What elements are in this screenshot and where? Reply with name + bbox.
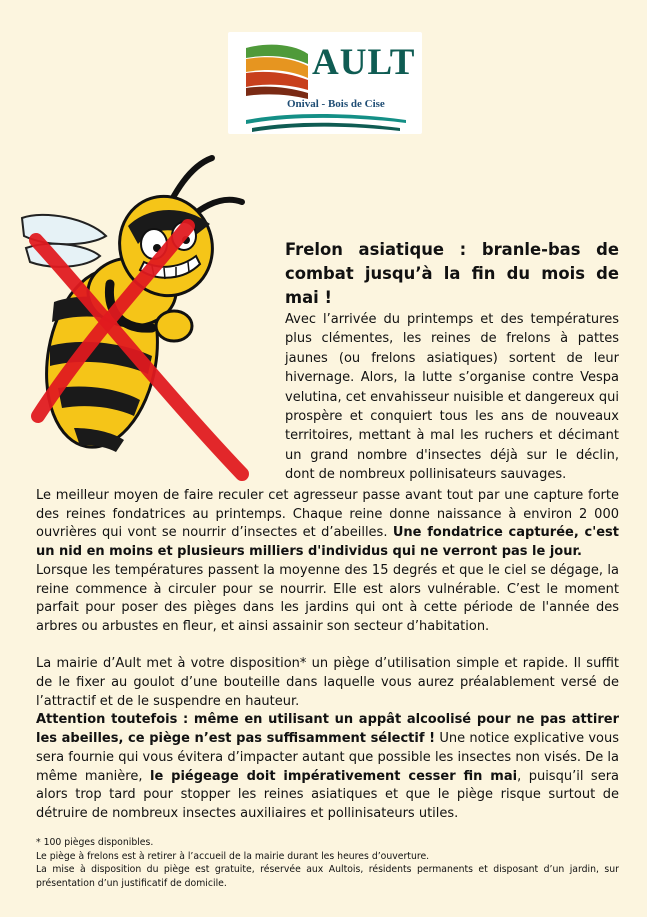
footnotes (36, 836, 619, 890)
paragraph-capture-emphasis: Une fondatrice capturée, c'est un nid en moins et plusieurs milliers d'individus qui ne verront pas le jour. (36, 525, 619, 560)
paragraph-trap-offer: La mairie d’Ault met à votre disposition* un piège d’utilisation simple et rapide. Il suffit de le fixer au goulot d’une bouteille dans laquelle vous aurez préalablement versé de l’attractif et de le suspendre en hauteur. (36, 656, 619, 709)
title-line-1: Frelon asiatique : branle-bas de (285, 240, 619, 259)
footnote-conditions: La mise à disposition du piège est gratuite, réservée aux Aultois, résidents permanents et disposant d’un jardin, sur présentation d’un justificatif de domicile. (36, 864, 619, 889)
article-body (36, 487, 619, 824)
article-title (285, 238, 619, 310)
deadline-emphasis: le piégeage doit impérativement cesser fin mai (149, 768, 518, 784)
logo-wordmark: AULT (312, 42, 416, 83)
footnote-traps-available: * 100 pièges disponibles. (36, 837, 154, 848)
footnote-pickup: Le piège à frelons est à retirer à l’accueil de la mairie durant les heures d’ouverture. (36, 850, 430, 862)
ault-logo (228, 32, 422, 134)
intro-paragraph: Avec l’arrivée du printemps et des températures plus clémentes, les reines de frelons à pattes jaunes (ou frelons asiatiques) sortent de leur hivernage. Alors, la lutte s’organise contre Vespa velutina, cet envahisseur nuisible et dangereux qui prospère et conquiert tous les ans de nouveaux territoires, mettant à mal les ruchers et décimant un grand nombre d'insectes déjà sur le déclin, dont de nombreux pollinisateurs sauvages. (285, 312, 619, 483)
warning-text: Une notice explicative vous sera fournie qui vous évitera d’impacter autant que possible les insectes non visés. De la même manière, (36, 731, 619, 784)
paragraph-temperatures: Lorsque les températures passent la moyenne des 15 degrés et que le ciel se dégage, la reine commence à circuler pour se nourrir. Elle est alors vulnérable. C’est le moment parfait pour poser des pièges dans les jardins qui ont à cette période de l'année des arbres ou arbustes en fleur, et ainsi assainir son secteur d’habitation. (36, 562, 619, 634)
paragraph-warning (36, 711, 619, 823)
warning-emphasis: Attention toutefois : même en utilisant un appât alcoolisé pour ne pas attirer les abeilles, ce piège n’est pas suffisamment sélectif ! (36, 712, 619, 747)
title-line-2: combat jusqu’à la fin du mois de mai ! (285, 264, 619, 307)
paragraph-capture (36, 487, 619, 562)
crossed-out-hornet-icon (14, 152, 250, 482)
logo-tagline: Onival - Bois de Cise (287, 98, 385, 110)
warning-text-end: , puisqu’il sera alors trop tard pour stopper les reines asiatiques et que le piège risque surtout de détruire de nombreux insectes auxiliaires et pollinisateurs utiles. (36, 768, 619, 821)
paragraph-capture-text: Le meilleur moyen de faire reculer cet agresseur passe avant tout par une capture forte des reines fondatrices au printemps. Chaque reine donne naissance à environ 2 000 ouvrières qui vont se nourrir d’insectes et d’abeilles. (36, 488, 619, 541)
